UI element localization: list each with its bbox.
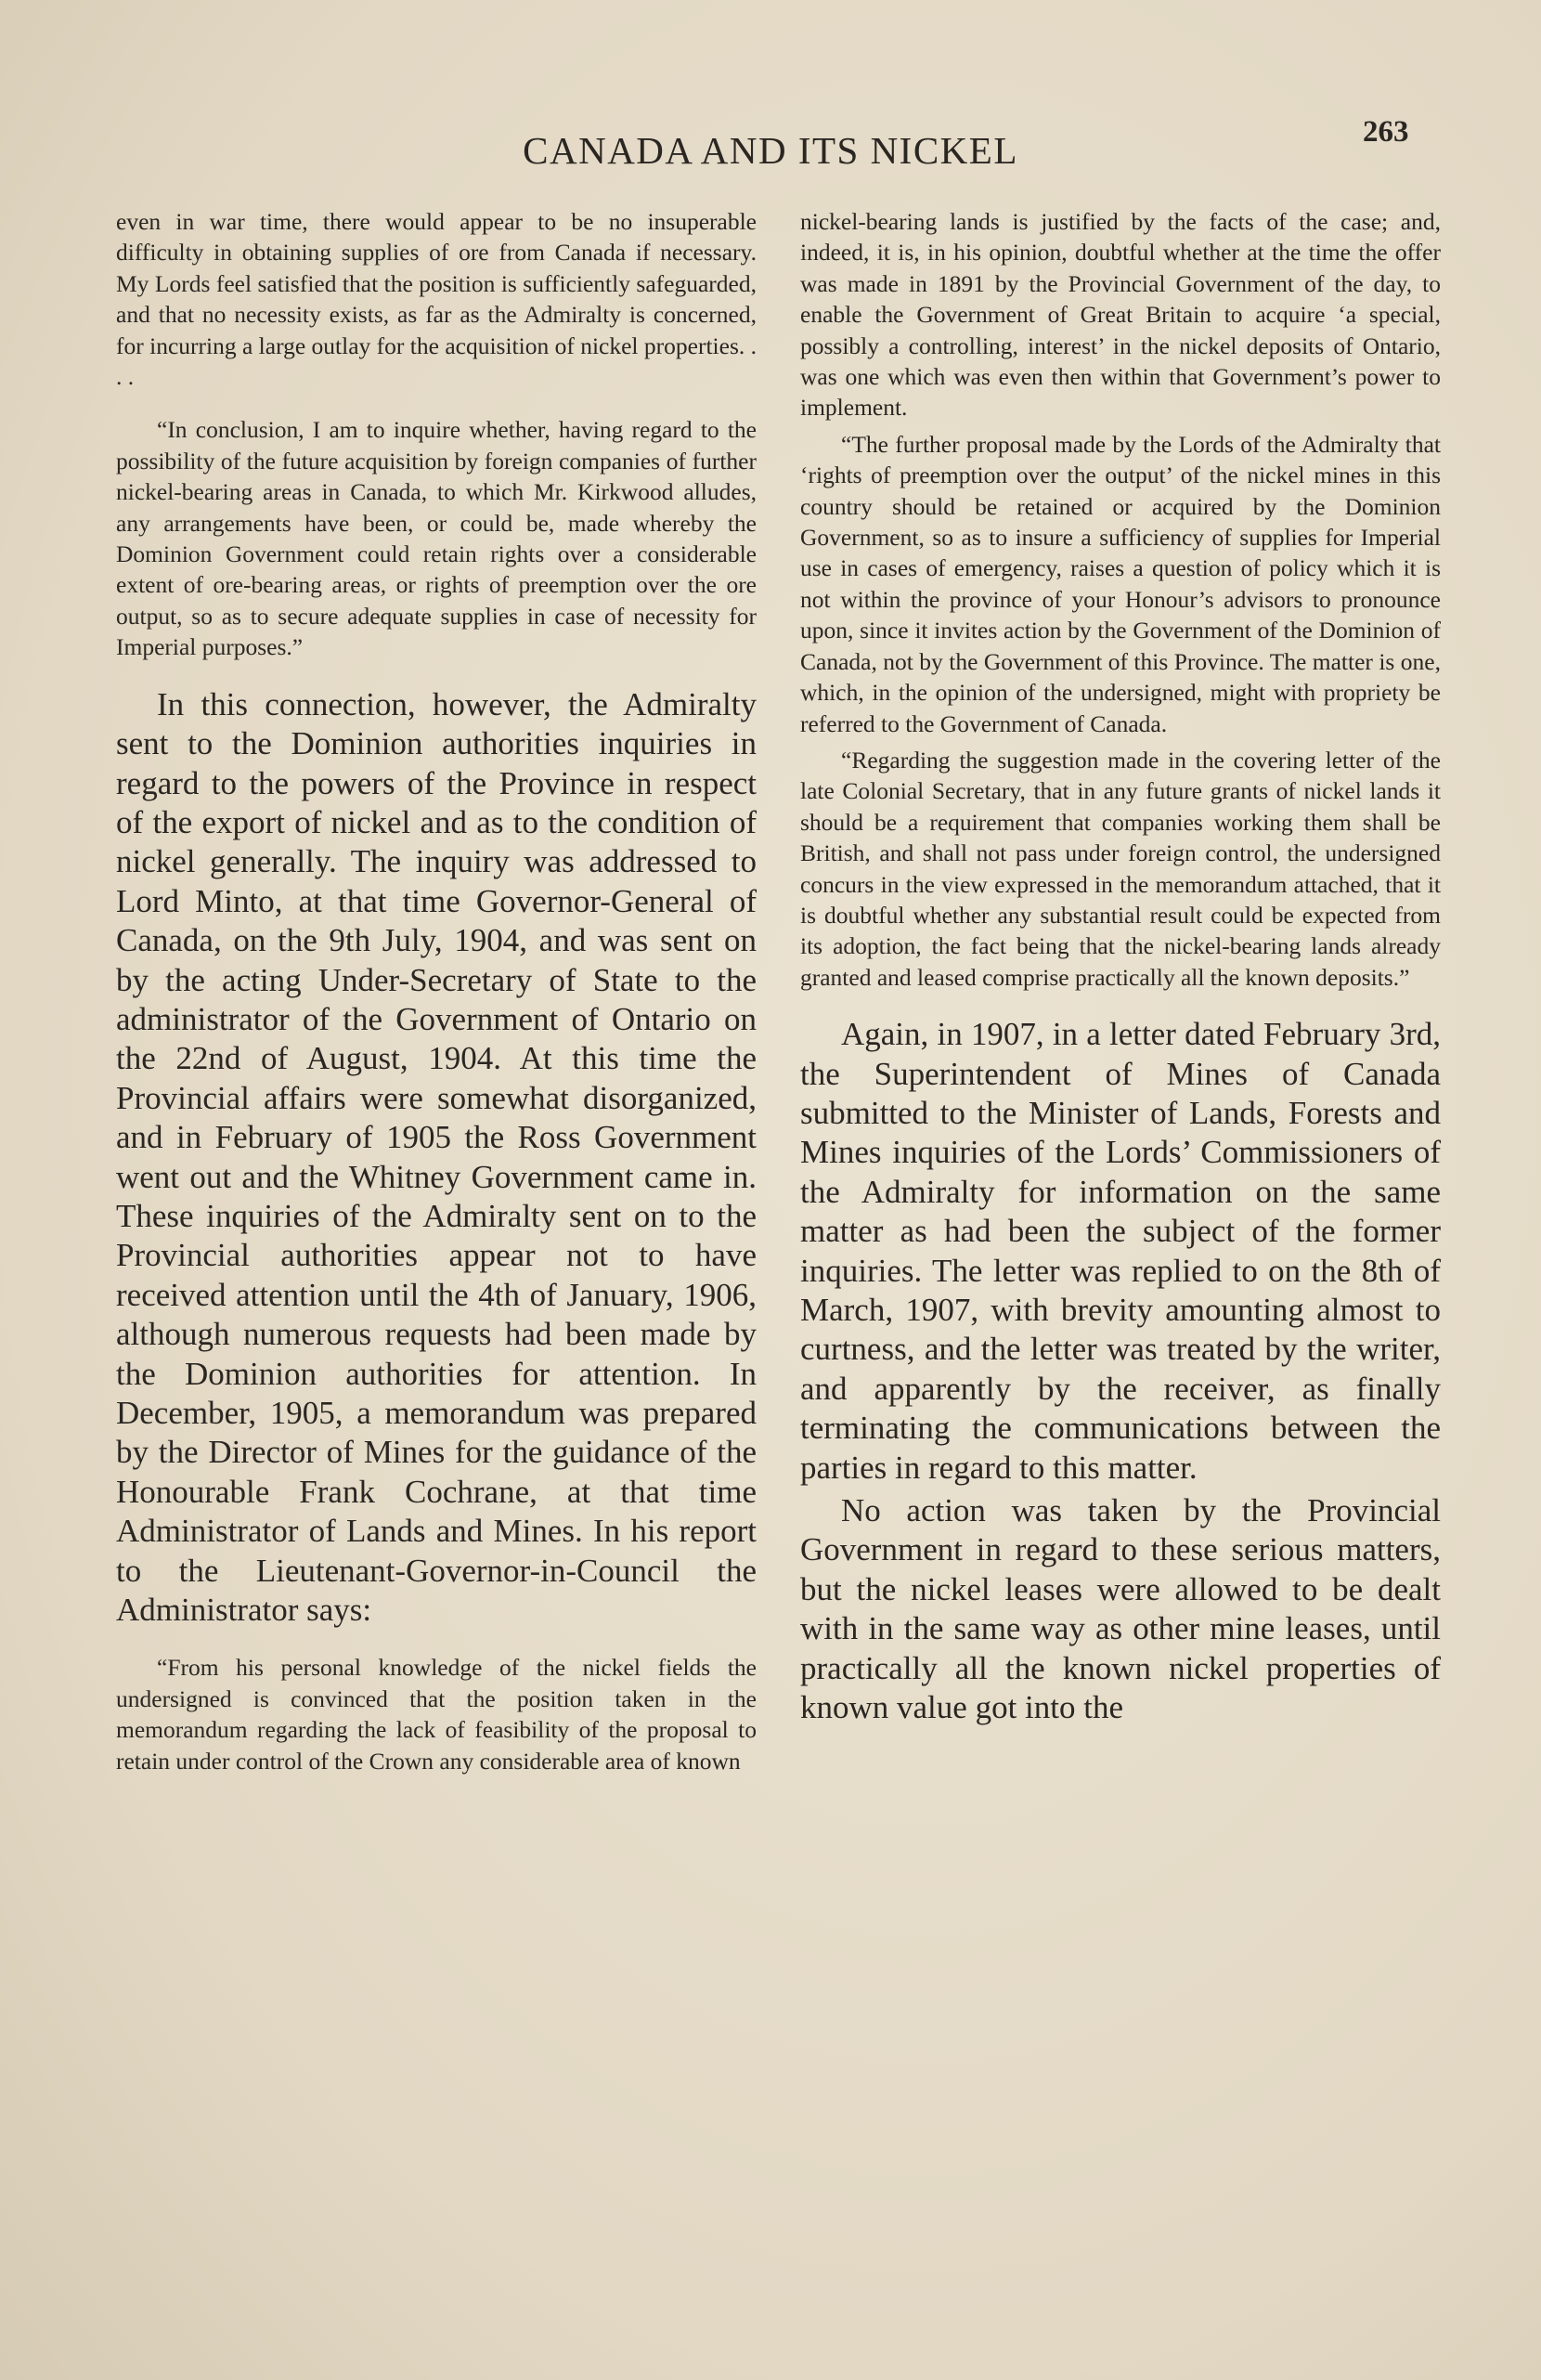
running-title: CANADA AND ITS NICKEL — [523, 129, 1018, 172]
page-number: 263 — [1363, 115, 1409, 149]
quote-paragraph-4: nickel-bearing lands is justified by the facts of the case; and, indeed, it is, in his opinion, doubtful whether at the time the offer was made in 1891 by the Provincial Government of the day, to enable the Government of Great Britain to acquire ‘a special, possibly a controlling, interest’ in the nickel deposits of Ontario, was one which was even then within that Government’s power to implement. — [800, 208, 1441, 422]
quote-paragraph-1: even in war time, there would appear to be no insuperable difficulty in obtaining supplies of ore from Canada if necessary. My Lords feel satisfied that the position is sufficiently safeguarded, and that no necessity exists, as far as the Admiralty is concerned, for incurring a large outlay for the acquisition of nickel properties. . . . — [116, 208, 757, 391]
body-paragraph-2: Again, in 1907, in a letter dated February 3rd, the Superintendent of Mines of Canada submitted to the Minister of Lands, Forests and Mines inquiries of the Lords’ Commissioners of the Admiralty for information on the same matter as had been the subject of the former inquiries. The letter was replied to on the 8th of March, 1907, with brevity amounting almost to curtness, and the letter was treated by the writer, and apparently by the receiver, as finally terminating the communications between the parties in regard to this matter. — [800, 1016, 1441, 1486]
quote-paragraph-3: “From his personal knowledge of the nickel fields the undersigned is convinced that the position taken in the memorandum regarding the lack of feasibility of the proposal to retain under control of the Crown any considerable area of known — [116, 1654, 757, 1775]
quote-paragraph-6: “Regarding the suggestion made in the covering letter of the late Colonial Secretary, that in any future grants of nickel lands it should be a requirement that companies working them shall be British, and shall not pass under foreign control, the undersigned concurs in the view expressed in the memorandum attached, that it is doubtful whether any substantial result could be expected from its adoption, the fact being that the nickel-bearing lands already granted and leased comprise practically all the known deposits.” — [800, 746, 1441, 991]
quote-paragraph-5: “The further proposal made by the Lords of the Admiralty that ‘rights of preemption over the output’ of the nickel mines in this country should be retained or acquired by the Dominion Government, so as to insure a sufficiency of supplies for Imperial use in cases of emergency, raises a question of policy which it is not within the province of your Honour’s advisors to pronounce upon, since it invites action by the Government of the Dominion of Canada, not by the Government of this Province. The matter is one, which, in the opinion of the undersigned, might with propriety be referred to the Government of Canada. — [800, 430, 1441, 737]
body-paragraph-1: In this connection, however, the Admiralty sent to the Dominion authorities inquiries in regard to the powers of the Province in respect of the export of nickel and as to the condition of nickel generally. The inquiry was addressed to Lord Minto, at that time Governor-General of Canada, on the 9th July, 1904, and was sent on by the acting Under-Secretary of State to the administrator of the Government of Ontario on the 22nd of August, 1904. At this time the Provincial affairs were somewhat disorganized, and in February of 1905 the Ross Government went out and the Whitney Government came in. These inquiries of the Admiralty sent on to the Provincial authorities appear not to have received attention until the 4th of January, 1906, although numerous requests had been made by the Dominion authorities for attention. In December, 1905, a memorandum was prepared by the Director of Mines for the guidance of the Honourable Frank Cochrane, at that time Administrator of Lands and Mines. In his report to the Lieutenant-Governor-in-Council the Administrator says: — [116, 685, 757, 1629]
quote-paragraph-2: “In conclusion, I am to inquire whether, having regard to the possibility of the future acquisition by foreign companies of further nickel-bearing areas in Canada, to which Mr. Kirkwood alludes, any arrangements have been, or could be, made whereby the Dominion Government could retain rights over a considerable extent of ore-bearing areas, or rights of preemption over the ore output, so as to secure adequate supplies in case of necessity for Imperial purposes.” — [116, 416, 757, 661]
body-paragraph-3: No action was taken by the Provincial Government in regard to these serious matters, but the nickel leases were allowed to be dealt with in the same way as other mine leases, until practically all the known nickel properties of known value got into the — [800, 1492, 1441, 1726]
right-column — [800, 206, 1441, 1749]
left-column — [116, 206, 757, 1799]
